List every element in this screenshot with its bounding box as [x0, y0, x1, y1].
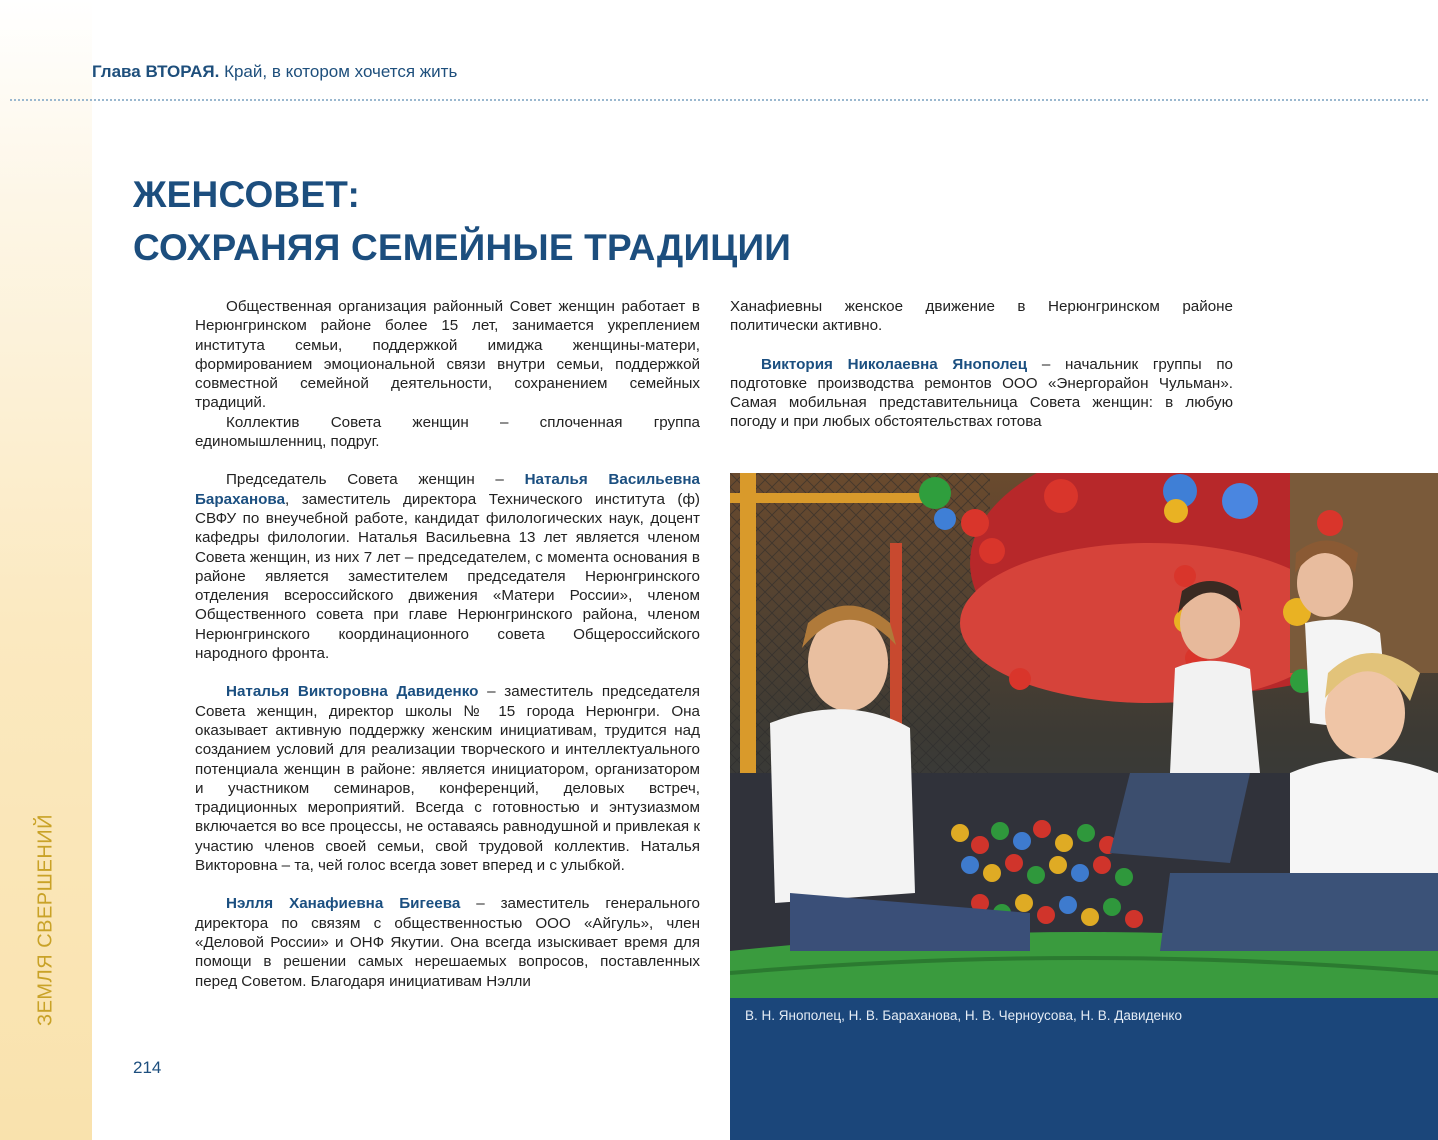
bigeeva-name: Нэлля Ханафиевна Бигеева: [226, 895, 461, 913]
title-line-2: СОХРАНЯЯ СЕМЕЙНЫЕ ТРАДИЦИИ: [133, 227, 792, 268]
chapter-label: Глава ВТОРАЯ.: [92, 62, 220, 81]
group-photo: [730, 473, 1438, 998]
photo-caption: В. Н. Янополец, Н. В. Бараханова, Н. В. Черноусова, Н. В. Давиденко: [745, 1008, 1182, 1023]
page-title: [133, 168, 791, 274]
paragraph-bigeeva: [195, 894, 700, 990]
chair-name: Наталья Васильевна Бараханова: [195, 471, 700, 508]
text-column-right: [730, 297, 1233, 432]
paragraph-continuation: Ханафиевны женское движение в Нерюнгринском районе политически активно.: [730, 298, 1233, 335]
paragraph-deputy: [195, 682, 700, 875]
text-column-left: [195, 297, 700, 991]
chapter-subtitle: Край, в котором хочется жить: [224, 62, 458, 81]
yanopolets-text: – начальник группы по подготовке производства ремонтов ООО «Энергорайон Чульман». Самая мобильная представительница Совета женщин: в любую погоду и при любых обстоятельствах готова: [730, 355, 1234, 431]
paragraph-collective: Коллектив Совета женщин – сплоченная группа единомышленниц, подруг.: [195, 413, 700, 451]
header-divider: [10, 99, 1428, 101]
title-line-1: ЖЕНСОВЕТ:: [133, 174, 361, 215]
paragraph-yanopolets: [730, 355, 1233, 432]
page-number: 214: [133, 1058, 162, 1077]
running-header: [92, 62, 457, 82]
bigeeva-text: – заместитель генерального директора по связям с общественностью ООО «Айгуль», член «Деловой России» и ОНФ Якутии. Она всегда изыскивает время для помощи в решении самых нерешаемых вопросов, поставленных перед Советом. Благодаря инициативам Нэлли: [195, 895, 700, 990]
chair-lead: Председатель Совета женщин –: [226, 471, 525, 489]
side-label: ЗЕМЛЯ СВЕРШЕНИЙ: [34, 813, 57, 1027]
yanopolets-name: Виктория Николаевна Янополец: [761, 355, 1028, 373]
deputy-text: – заместитель председателя Совета женщин, директор школы № 15 города Нерюнгри. Она оказывает активную поддержку женским инициативам, трудится над созданием условий для реализации творческого и интеллектуального потенциала женщин в районе: является инициатором, организатором и участником семинаров, конференций, деловых встреч, традиционных мероприятий. Всегда с готовностью и энтузиазмом включается во все процессы, не оставаясь равнодушной и привлекая к участию членов своей семьи, свой трудовой коллектив. Наталья Викторовна – та, чей голос всегда зовет вперед и с улыбкой.: [195, 683, 700, 875]
paragraph-intro: Общественная организация районный Совет женщин работает в Нерюнгринском районе более 15 лет, занимается укреплением института семьи, поддержкой имиджа женщины-матери, формированием эмоциональной связи внутри семьи, поддержкой совместной семейной деятельности, сохранением семейных традиций.: [195, 298, 700, 412]
deputy-name: Наталья Викторовна Давиденко: [226, 683, 479, 701]
paragraph-chair: [195, 470, 700, 663]
chair-text: , заместитель директора Технического института (ф) СВФУ по внеучебной работе, кандидат филологических наук, доцент кафедры филологии. Наталья Васильевна 13 лет является членом Совета женщин, из них 7 лет – председателем, с момента основания в районе является заместителем председателя Нерюнгринского отделения всероссийского движения «Матери России», членом Общественного совета при главе Нерюнгринского района, членом Нерюнгринского координационного совета Общероссийского народного фронта.: [195, 490, 700, 663]
